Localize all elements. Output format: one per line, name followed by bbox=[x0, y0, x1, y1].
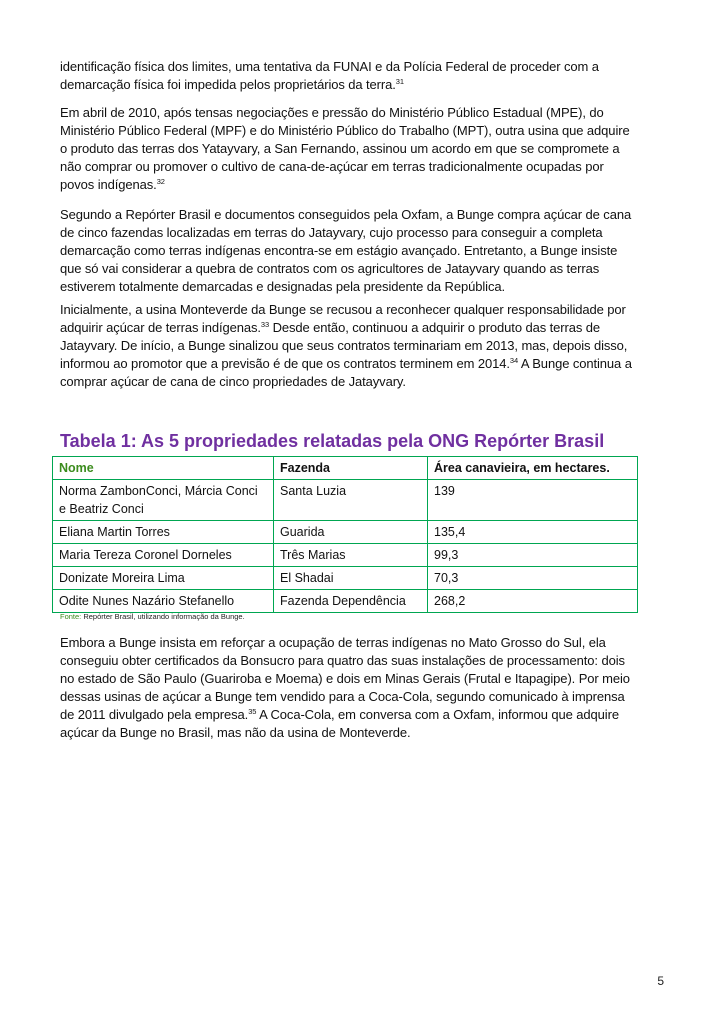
cell-nome: Norma ZambonConci, Márcia Conci e Beatriz Conci bbox=[53, 480, 274, 521]
cell-area: 135,4 bbox=[428, 521, 638, 544]
table-row bbox=[53, 590, 638, 613]
header-nome: Nome bbox=[53, 457, 274, 480]
cell-fazenda: Fazenda Dependência bbox=[274, 590, 428, 613]
cell-nome: Odite Nunes Nazário Stefanello bbox=[53, 590, 274, 613]
table-row bbox=[53, 544, 638, 567]
paragraph-2: Em abril de 2010, após tensas negociações e pressão do Ministério Público Estadual (MPE), do Ministério Público Federal (MPF) e do Ministério Público do Trabalho (MPT), outra usina que adquire o produto das terras dos Yatayvary, a San Fernando, assinou um acordo em que se compromete a não comprar ou promover o cultivo de cana-de-açúcar em terras tradicionalmente ocupadas por povos indígenas.$^{32}$ bbox=[60, 105, 630, 192]
footnote-34[interactable]: 34 bbox=[509, 356, 519, 365]
header-area: Área canavieira, em hectares. bbox=[428, 457, 638, 480]
cell-fazenda: Três Marias bbox=[274, 544, 428, 567]
table-row bbox=[53, 567, 638, 590]
cell-fazenda: El Shadai bbox=[274, 567, 428, 590]
table-header-row bbox=[53, 457, 638, 480]
cell-fazenda: Guarida bbox=[274, 521, 428, 544]
cell-area: 139 bbox=[428, 480, 638, 521]
footnote-31[interactable]: 31 bbox=[395, 77, 404, 86]
paragraph-5: Embora a Bunge insista em reforçar a ocupação de terras indígenas no Mato Grosso do Sul, ela conseguiu obter certificados da Bonsucro para quatro das suas instalações de processamento: dois no estado de São Paulo (Guariroba e Moema) e dois em Minas Gerais (Frutal e Itapagipe). Por meio dessas usinas de açúcar a Bunge tem vendido para a Coca-Cola, segundo comunicado à imprensa de 2011 divulgado pela empresa.$^{35}$ A Coca-Cola, em conversa com a Oxfam, informou que adquire açúcar da Bunge no Brasil, mas não da usina de Monteverde. bbox=[60, 635, 630, 740]
paragraph-4: Inicialmente, a usina Monteverde da Bunge se recusou a reconhecer qualquer responsabilidade por adquirir açúcar de terras indígenas.$^{33}$ Desde então, continuou a adquirir o produto das terras de Jatayvary. De início, a Bunge sinalizou que seus contratos terminariam em 2013, mas, depois disso, informou ao promotor que a previsão é de que os contratos terminem em 2014.34 A Bunge continua a comprar açúcar de cana de cinco propriedades de Jatayvary. bbox=[60, 302, 632, 389]
paragraph-1: identificação física dos limites, uma tentativa da FUNAI e da Polícia Federal de proceder com a demarcação física foi impedida pelos proprietários da terra.$^{31}$ bbox=[60, 59, 599, 92]
page-number: 5 bbox=[657, 974, 664, 988]
table-row bbox=[53, 521, 638, 544]
cell-area: 268,2 bbox=[428, 590, 638, 613]
table-title: Tabela 1: As 5 propriedades relatadas pela ONG Repórter Brasil bbox=[60, 431, 605, 451]
footnote-33[interactable]: 33 bbox=[260, 320, 270, 329]
paragraph-3: Segundo a Repórter Brasil e documentos conseguidos pela Oxfam, a Bunge compra açúcar de cana de cinco fazendas localizadas em terras do Jatayvary, cujo processo para conseguir a completa demarcação como terras indígenas encontra-se em estágio avançado. Entretanto, a Bunge insiste que só vai considerar a quebra de contratos com os agricultores de Jatayvary quando as terras estiverem totalmente demarcadas e designadas pela presidente da República. bbox=[60, 207, 632, 294]
table-source bbox=[60, 612, 245, 621]
cell-nome: Donizate Moreira Lima bbox=[53, 567, 274, 590]
cell-area: 99,3 bbox=[428, 544, 638, 567]
footnote-35[interactable]: 35 bbox=[248, 707, 257, 716]
properties-table bbox=[52, 456, 638, 613]
source-label: Fonte: bbox=[60, 612, 82, 621]
cell-fazenda: Santa Luzia bbox=[274, 480, 428, 521]
cell-area: 70,3 bbox=[428, 567, 638, 590]
cell-nome: Eliana Martin Torres bbox=[53, 521, 274, 544]
cell-nome: Maria Tereza Coronel Dorneles bbox=[53, 544, 274, 567]
source-text: Repórter Brasil, utilizando informação da Bunge. bbox=[81, 612, 245, 621]
header-fazenda: Fazenda bbox=[274, 457, 428, 480]
footnote-32[interactable]: 32 bbox=[156, 177, 165, 186]
table-row bbox=[53, 480, 638, 521]
